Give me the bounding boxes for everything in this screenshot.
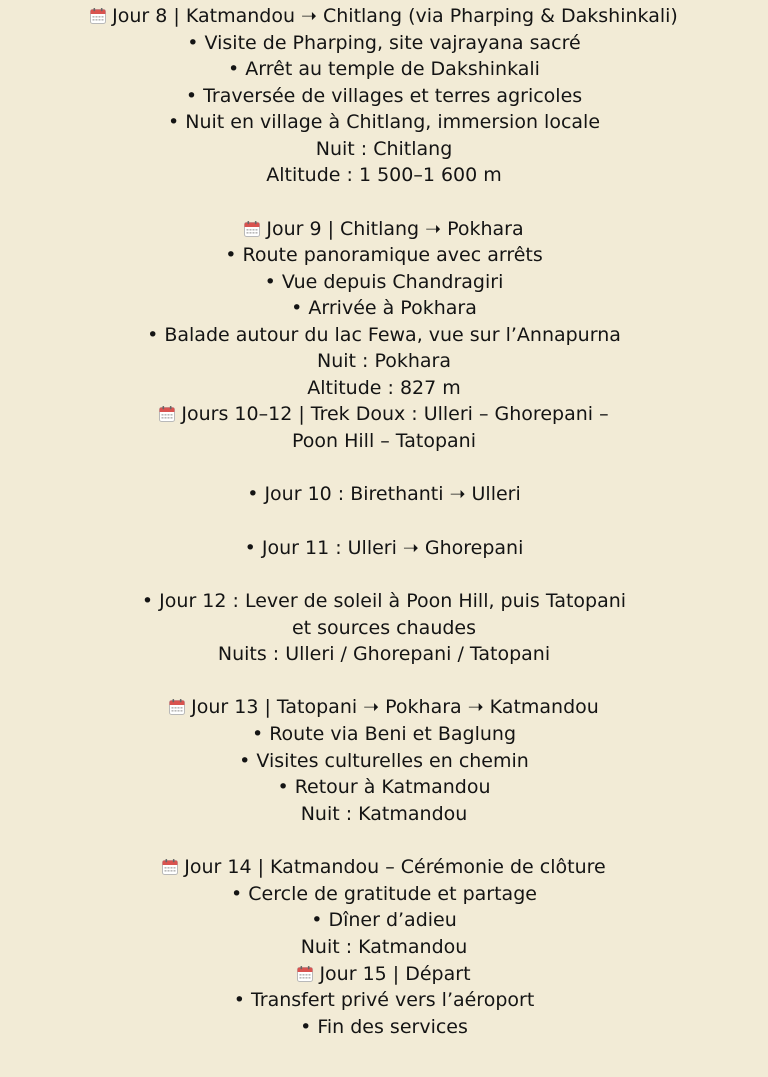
- day-title-continuation: Poon Hill – Tatopani: [291, 430, 477, 452]
- night-info: Nuits : Ulleri / Ghorepani / Tatopani: [217, 643, 551, 665]
- calendar-icon: [90, 8, 106, 24]
- night-info: Nuit : Katmandou: [300, 803, 468, 825]
- calendar-icon: [162, 859, 178, 875]
- list-item: • Jour 10 : Birethanti ➝ Ulleri: [247, 483, 521, 505]
- list-item: • Jour 11 : Ulleri ➝ Ghorepani: [244, 537, 524, 559]
- day-15-title: [0, 961, 768, 987]
- night-info: Nuit : Katmandou: [300, 936, 468, 958]
- day-title-text: Jour 9 | Chitlang ➝ Pokhara: [266, 218, 524, 240]
- list-item: • Route panoramique avec arrêts: [225, 244, 543, 266]
- day-8-title: [0, 3, 768, 29]
- day-title-text: Jours 10–12 | Trek Doux : Ulleri – Ghorepani –: [181, 403, 609, 425]
- list-item: • Jour 12 : Lever de soleil à Poon Hill, puis Tatopani: [141, 590, 627, 612]
- list-item: • Arrivée à Pokhara: [291, 297, 477, 319]
- day-14-title: [0, 854, 768, 880]
- night-info: Nuit : Chitlang: [315, 138, 453, 160]
- day-title-text: Jour 13 | Tatopani ➝ Pokhara ➝ Katmandou: [191, 696, 599, 718]
- days-10-12-title: [0, 401, 768, 427]
- list-item: • Balade autour du lac Fewa, vue sur l’Annapurna: [147, 324, 621, 346]
- list-item: • Traversée de villages et terres agricoles: [185, 85, 583, 107]
- altitude-info: Altitude : 827 m: [307, 377, 461, 399]
- calendar-icon: [297, 966, 313, 982]
- list-item-continuation: et sources chaudes: [291, 617, 477, 639]
- list-item: • Fin des services: [300, 1016, 468, 1038]
- calendar-icon: [169, 699, 185, 715]
- list-item: • Arrêt au temple de Dakshinkali: [228, 58, 540, 80]
- calendar-icon: [159, 406, 175, 422]
- list-item: • Vue depuis Chandragiri: [264, 271, 504, 293]
- day-title-text: Jour 8 | Katmandou ➝ Chitlang (via Pharping & Dakshinkali): [112, 5, 678, 27]
- altitude-info: Altitude : 1 500–1 600 m: [266, 164, 502, 186]
- list-item: • Retour à Katmandou: [277, 776, 491, 798]
- calendar-icon: [244, 221, 260, 237]
- list-item: • Dîner d’adieu: [311, 909, 457, 931]
- list-item: • Transfert privé vers l’aéroport: [233, 989, 535, 1011]
- list-item: • Visites culturelles en chemin: [239, 750, 529, 772]
- day-title-text: Jour 14 | Katmandou – Cérémonie de clôture: [184, 856, 606, 878]
- day-9-title: [0, 216, 768, 242]
- night-info: Nuit : Pokhara: [316, 350, 451, 372]
- day-13-title: [0, 694, 768, 720]
- list-item: • Nuit en village à Chitlang, immersion locale: [167, 111, 601, 133]
- list-item: • Route via Beni et Baglung: [251, 723, 517, 745]
- day-title-text: Jour 15 | Départ: [319, 963, 471, 985]
- list-item: • Cercle de gratitude et partage: [231, 883, 537, 905]
- list-item: • Visite de Pharping, site vajrayana sacré: [187, 32, 581, 54]
